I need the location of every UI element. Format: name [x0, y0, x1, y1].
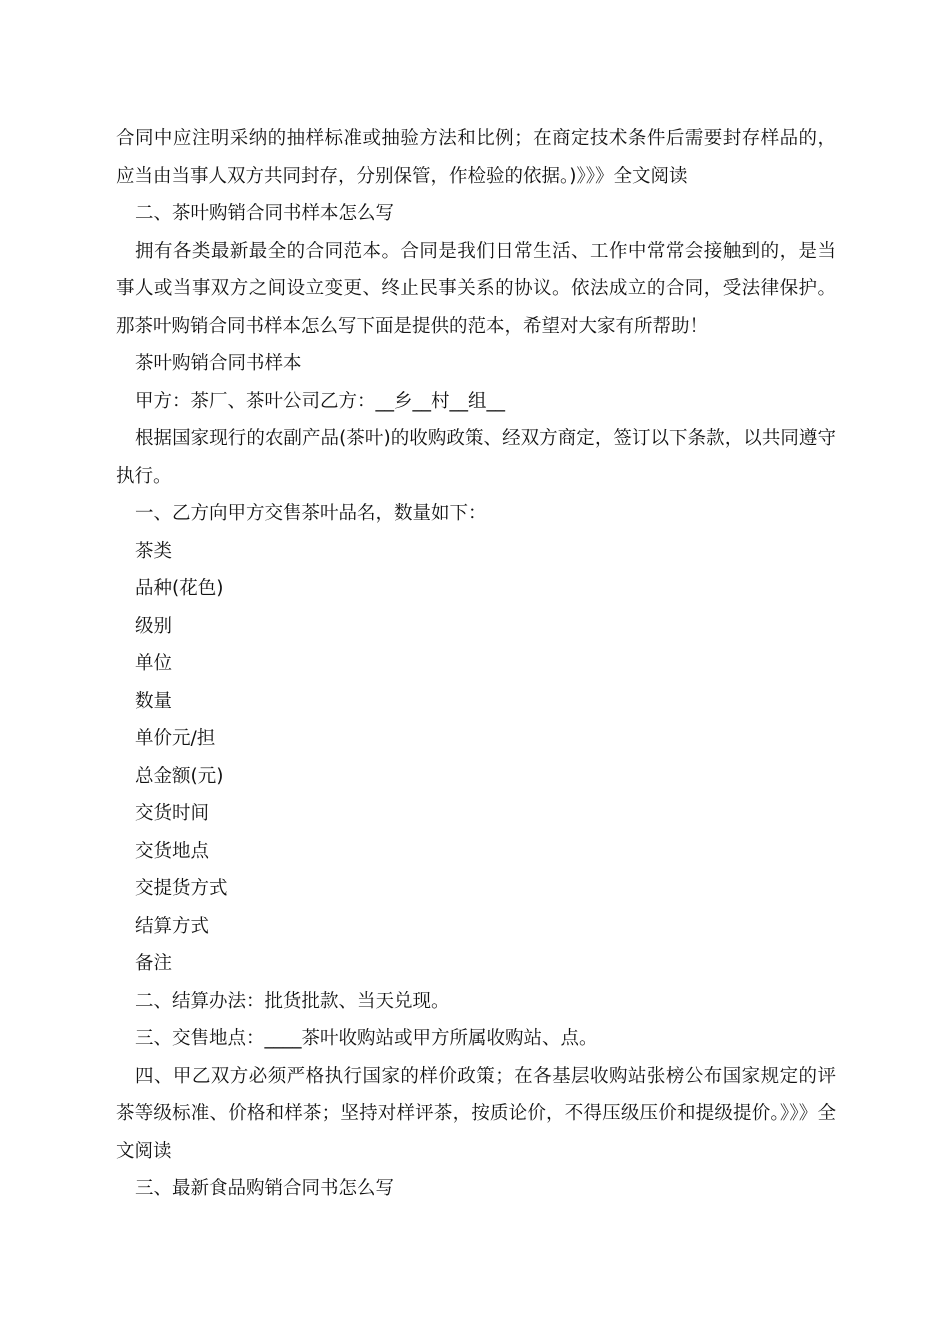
read-full-text-link[interactable]: 全文阅读 [613, 165, 688, 187]
list-item: 总金额(元) [135, 765, 224, 787]
paragraph-sampling-standards [116, 120, 836, 195]
list-item: 茶类 [135, 540, 173, 562]
clause-4 [116, 1058, 836, 1171]
contract-parties: 甲方：茶厂、茶叶公司乙方：__乡__村__组__ [135, 390, 506, 412]
list-item: 结算方式 [135, 915, 210, 937]
contract-title: 茶叶购销合同书样本 [135, 353, 302, 374]
list-item: 交货地点 [135, 840, 210, 862]
list-item: 备注 [135, 953, 173, 974]
clause-1: 一、乙方向甲方交售茶叶品名，数量如下： [135, 503, 487, 524]
paragraph-contract-intro: 拥有各类最新最全的合同范本。合同是我们日常生活、工作中常常会接触到的，是当事人或当事双方之间设立变更、终止民事关系的协议。依法成立的合同，受法律保护。那茶叶购销合同书样本怎么写下面是提供的范本，希望对大家有所帮助！ [116, 240, 836, 337]
list-item: 交货时间 [135, 803, 210, 824]
document-body [116, 120, 836, 1208]
section-heading-food-contract: 三、最新食品购销合同书怎么写 [135, 1178, 395, 1199]
clause-3: 三、交售地点：____茶叶收购站或甲方所属收购站、点。 [135, 1028, 598, 1049]
list-item: 单价元/担 [135, 728, 216, 749]
list-item: 级别 [135, 615, 173, 637]
list-item: 品种(花色) [135, 578, 224, 599]
section-heading-tea-contract: 二、茶叶购销合同书样本怎么写 [135, 203, 395, 224]
contract-preamble: 根据国家现行的农副产品(茶叶)的收购政策、经双方商定，签订以下条款，以共同遵守执行。 [116, 428, 836, 487]
paragraph-text: 合同中应注明采纳的抽样标准或抽验方法和比例；在商定技术条件后需要封存样品的，应当由当事人双方共同封存，分别保管，作检验的依据。)》》》 [116, 128, 836, 187]
read-full-text-link[interactable]: 全文阅读 [116, 1103, 836, 1162]
clause-2: 二、结算办法：批货批款、当天兑现。 [135, 990, 450, 1012]
list-item: 单位 [135, 653, 173, 674]
list-item: 交提货方式 [135, 878, 228, 899]
list-item: 数量 [135, 690, 173, 712]
clause-4-text: 四、甲乙双方必须严格执行国家的样价政策；在各基层收购站张榜公布国家规定的评茶等级标准、价格和样茶；坚持对样评茶，按质论价，不得压级压价和提级提价。》》》 [116, 1065, 836, 1124]
